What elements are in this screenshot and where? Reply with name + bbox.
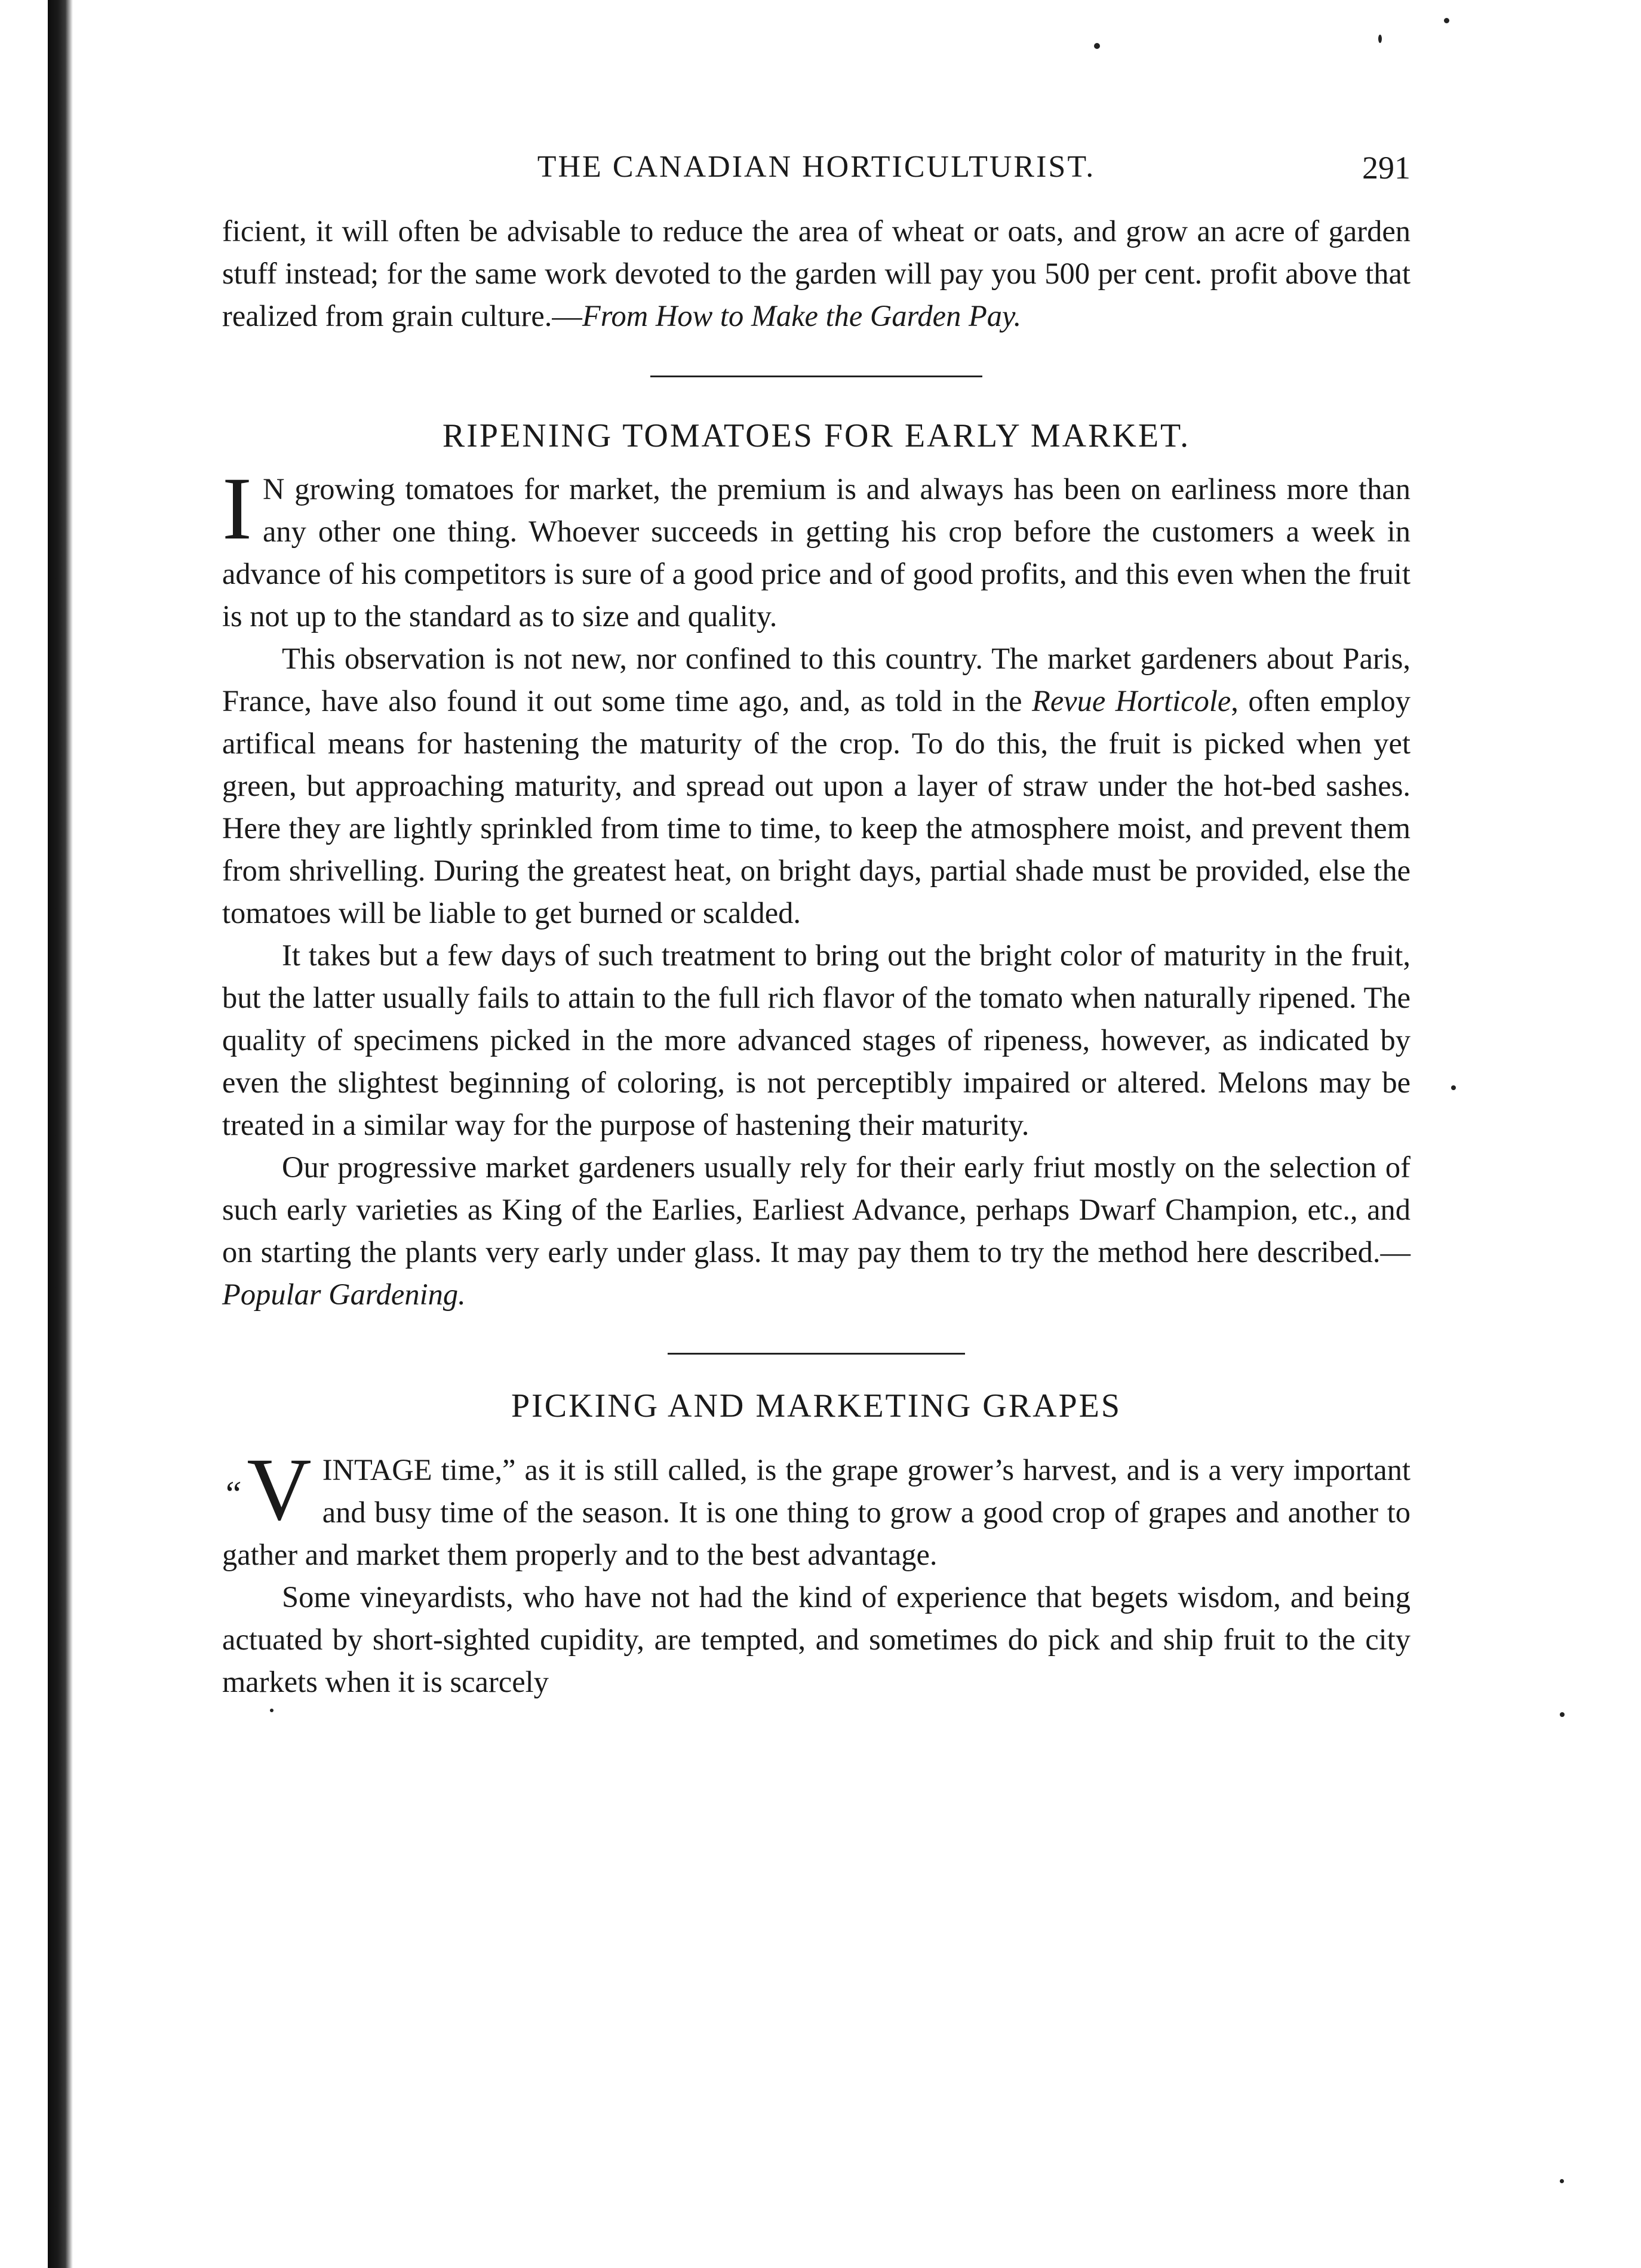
intro-source: From How to Make the Garden Pay. <box>582 299 1022 333</box>
drop-cap-i: I <box>222 459 252 558</box>
journal-title: Revue Horticole <box>1031 684 1231 718</box>
scan-speck <box>1444 18 1449 23</box>
scan-speck <box>1451 1085 1456 1090</box>
tomatoes-source: Popular Gardening. <box>222 1278 466 1311</box>
page-number: 291 <box>1362 150 1410 186</box>
scan-speck <box>1094 43 1100 49</box>
section-divider <box>668 1353 965 1355</box>
intro-paragraph <box>222 210 1410 337</box>
tomatoes-text-2a: This observation is not new, nor confined to this country. The market gardeners about Paris, France, have also found it out some time ago, and, as told in the <box>222 642 1410 718</box>
section-divider <box>650 376 982 377</box>
tomatoes-paragraph-1 <box>222 459 1410 638</box>
scan-speck <box>1378 35 1382 43</box>
grapes-text-1: INTAGE time,” as it is still called, is the grape grower’s harvest, and is a very important and busy time of the season. It is one thing to grow a good crop of grapes and another to gather and market them properly and to the best advantage. <box>222 1453 1410 1571</box>
scan-speck <box>1560 2179 1564 2183</box>
running-title: THE CANADIAN HORTICULTURIST. <box>537 150 1096 184</box>
tomatoes-paragraph-2 <box>222 638 1410 934</box>
running-head <box>222 149 1410 197</box>
tomatoes-text-2b: , often employ artifical means for hastening the maturity of the crop. To do this, the fruit is picked when yet green, but approaching maturity, and spread out upon a layer of straw under the hot-bed sashes. Here they are lightly sprinkled from time to time, to keep the atmosphere moist, and prevent them from shrivelling. During the greatest heat, on bright days, partial shade must be provided, else the tomatoes will be liable to get burned or scalded. <box>222 684 1410 930</box>
scan-speck <box>1560 1712 1565 1717</box>
article-heading-grapes: PICKING AND MARKETING GRAPES <box>511 1387 1122 1424</box>
page-content <box>222 149 1410 1703</box>
scan-speck <box>270 1709 274 1712</box>
tomatoes-paragraph-3: It takes but a few days of such treatment to bring out the bright color of maturity in the fruit, but the latter usually fails to attain to the full rich flavor of the tomato when naturally ripened. The quality of specimens picked in the more advanced stages of ripeness, however, as indicated by even the slightest beginning of coloring, is not perceptibly impaired or altered. Melons may be treated in a similar way for the purpose of hastening their maturity. <box>222 938 1410 1141</box>
tomatoes-paragraph-4 <box>222 1146 1410 1316</box>
grapes-paragraph-2: Some vineyardists, who have not had the kind of experience that begets wisdom, and being actuated by short-sighted cupidity, are tempted, and sometimes do pick and ship fruit to the city markets when it is scarcely <box>222 1580 1410 1698</box>
article-heading-tomatoes: RIPENING TOMATOES FOR EARLY MARKET. <box>442 417 1191 454</box>
intro-text: ficient, it will often be advisable to reduce the area of wheat or oats, and grow an acre of garden stuff instead; for the same work devoted to the garden will pay you 500 per cent. profit above that realized from grain culture.— <box>222 214 1410 333</box>
tomatoes-text-4: Our progressive market gardeners usually rely for their early friut mostly on the selection of such early varieties as King of the Earlies, Earliest Advance, perhaps Dwarf Champion, etc., and on starting the plants very early under glass. It may pay them to try the method here described.— <box>222 1150 1410 1269</box>
tomatoes-text-1: N growing tomatoes for market, the premium is and always has been on earliness more than any other one thing. Whoever succeeds in getting his crop before the customers a week in advance of his competitors is sure of a good price and of good profits, and this even when the fruit is not up to the standard as to size and quality. <box>222 472 1410 633</box>
drop-cap-v: V <box>247 1440 312 1539</box>
opening-quote: “ <box>222 1474 242 1513</box>
grapes-paragraph-1 <box>222 1440 1410 1576</box>
scan-binding-edge <box>48 0 73 2268</box>
